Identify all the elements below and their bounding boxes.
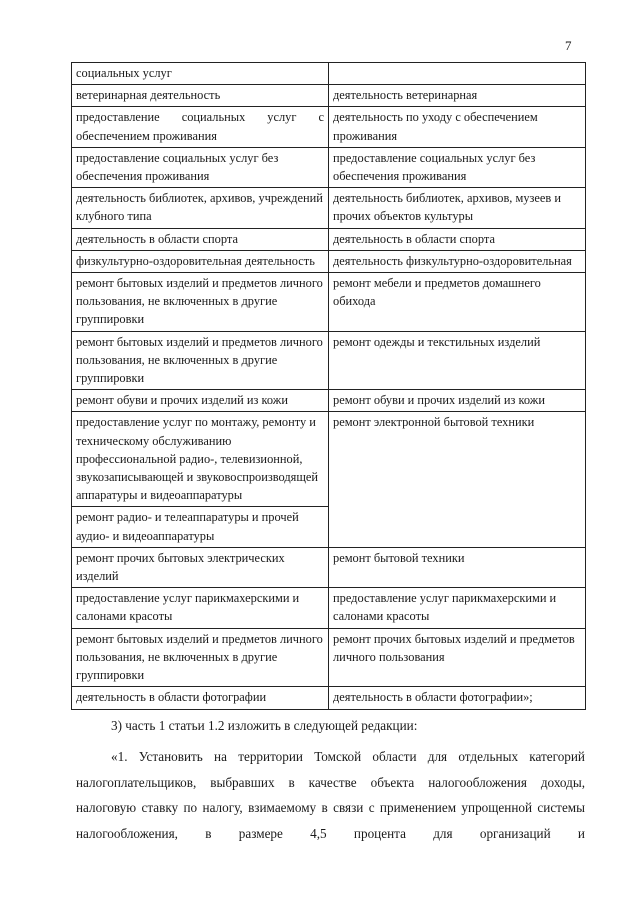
table-row <box>72 588 586 628</box>
table-row <box>72 628 586 687</box>
table-cell-right: ремонт одежды и текстильных изделий <box>329 331 586 390</box>
table-row <box>72 687 586 709</box>
table-cell-left: деятельность в области спорта <box>72 228 329 250</box>
table-cell-left: деятельность в области фотографии <box>72 687 329 709</box>
table-cell-right: деятельность по уходу с обеспечением проживания <box>329 107 586 147</box>
table-cell-left: предоставление услуг по монтажу, ремонту и техническому обслуживанию профессиональной радио-, телевизионной, звукозаписывающей и звуковоспроизводящей аппаратуры и видеоаппаратуры <box>72 412 329 507</box>
table-row <box>72 63 586 85</box>
table-row <box>72 107 586 147</box>
table-cell-left: ремонт прочих бытовых электрических изделий <box>72 547 329 587</box>
table-cell-right: ремонт прочих бытовых изделий и предметов личного пользования <box>329 628 586 687</box>
table-row <box>72 147 586 187</box>
table-cell-left: ремонт бытовых изделий и предметов личного пользования, не включенных в другие группировки <box>72 273 329 332</box>
amendment-intro-paragraph: 3) часть 1 статьи 1.2 изложить в следующей редакции: <box>111 718 418 733</box>
table-cell-left: предоставление социальных услуг с обеспечением проживания <box>72 107 329 147</box>
table-cell-right: ремонт обуви и прочих изделий из кожи <box>329 390 586 412</box>
table-cell-right: деятельность физкультурно-оздоровительная <box>329 250 586 272</box>
table-row <box>72 188 586 228</box>
table-cell-right: деятельность библиотек, архивов, музеев и прочих объектов культуры <box>329 188 586 228</box>
table-cell-left: социальных услуг <box>72 63 329 85</box>
table-row <box>72 331 586 390</box>
table-cell-right: ремонт мебели и предметов домашнего обихода <box>329 273 586 332</box>
table-cell-left: ремонт обуви и прочих изделий из кожи <box>72 390 329 412</box>
table-row <box>72 547 586 587</box>
table-cell-right: ремонт бытовой техники <box>329 547 586 587</box>
table-row <box>72 390 586 412</box>
table-cell-left: ветеринарная деятельность <box>72 85 329 107</box>
table-cell-right: ремонт электронной бытовой техники <box>329 412 586 547</box>
table-cell-right: предоставление услуг парикмахерскими и салонами красоты <box>329 588 586 628</box>
table-cell-right: деятельность в области спорта <box>329 228 586 250</box>
table-cell-left: предоставление услуг парикмахерскими и салонами красоты <box>72 588 329 628</box>
table-cell-left: предоставление социальных услуг без обеспечения проживания <box>72 147 329 187</box>
page-number: 7 <box>565 38 572 53</box>
table-cell-right: деятельность в области фотографии»; <box>329 687 586 709</box>
table-cell-right: деятельность ветеринарная <box>329 85 586 107</box>
table-cell-left: ремонт бытовых изделий и предметов личного пользования, не включенных в другие группировки <box>72 628 329 687</box>
table-row <box>72 273 586 332</box>
table-row <box>72 85 586 107</box>
table-row <box>72 228 586 250</box>
table-cell-right <box>329 63 586 85</box>
activity-correspondence-table <box>71 62 586 710</box>
amendment-quote-paragraph: «1. Установить на территории Томской области для отдельных категорий налогоплательщиков, выбравших в качестве объекта налогообложения доходы, налоговую ставку по налогу, взимаемому в связи с применением упрощенной системы налогообложения, в размере 4,5 процента для организаций и <box>76 749 585 841</box>
table-cell-right: предоставление социальных услуг без обеспечения проживания <box>329 147 586 187</box>
table-cell-left: деятельность библиотек, архивов, учреждений клубного типа <box>72 188 329 228</box>
table-cell-left: ремонт радио- и телеаппаратуры и прочей аудио- и видеоаппаратуры <box>72 507 329 547</box>
table-cell-left: ремонт бытовых изделий и предметов личного пользования, не включенных в другие группировки <box>72 331 329 390</box>
table-row <box>72 250 586 272</box>
table-cell-left: физкультурно-оздоровительная деятельность <box>72 250 329 272</box>
table-row <box>72 412 586 507</box>
